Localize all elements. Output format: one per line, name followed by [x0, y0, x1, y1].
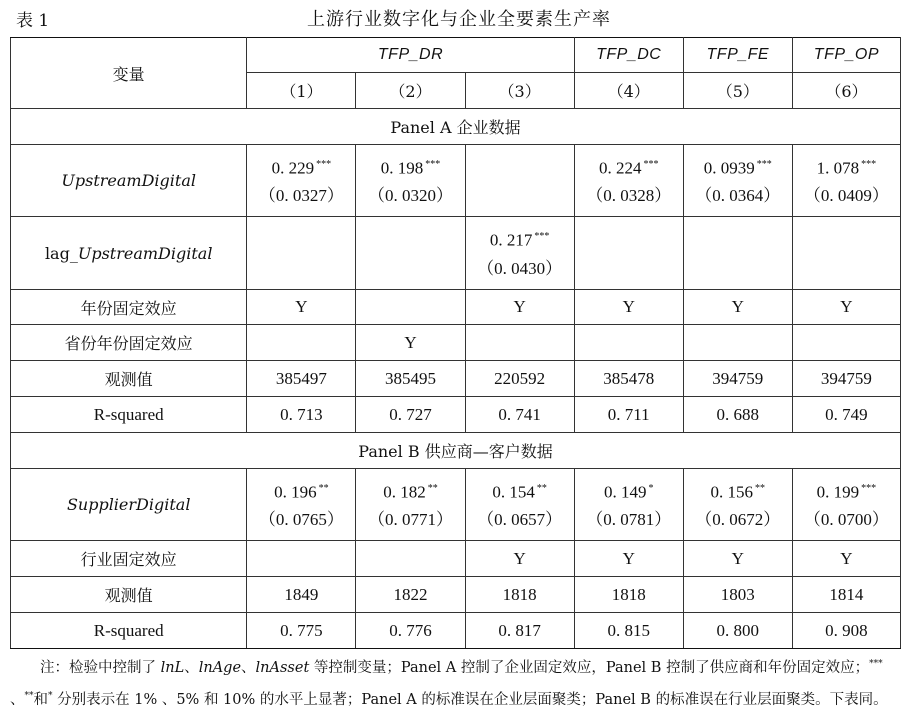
notes-var-lnl: lnL — [160, 659, 185, 676]
r2-cell: 0. 741 — [465, 397, 574, 433]
group-header-tfp-dc: TFP_DC — [574, 38, 683, 73]
std-error: （0. 0364） — [695, 186, 781, 206]
notes-text: 注：检验中控制了 — [40, 659, 161, 676]
var-header: 变量 — [11, 38, 247, 109]
coef-value: 0. 182 — [383, 482, 426, 502]
group-header-tfp-fe: TFP_FE — [683, 38, 792, 73]
std-error: （0. 0409） — [803, 186, 889, 206]
row-label: SupplierDigital — [11, 469, 247, 541]
std-error: （0. 0765） — [258, 510, 344, 530]
stars: ** — [755, 482, 766, 494]
coef-cell — [683, 469, 792, 541]
row-label: 年份固定效应 — [11, 290, 247, 325]
fe-cell: Y — [683, 290, 792, 325]
coef-value: 0. 217 — [489, 230, 533, 250]
col-header: （2） — [356, 73, 465, 109]
r2-cell: 0. 817 — [465, 613, 574, 649]
row-label: 观测值 — [11, 577, 247, 613]
col-header: （1） — [247, 73, 356, 109]
notes-text: 、 — [241, 659, 256, 676]
obs-cell: 385495 — [356, 361, 465, 397]
coef-value: 0. 156 — [710, 482, 754, 502]
row-r-squared-b — [11, 613, 901, 649]
coef-cell — [356, 145, 465, 217]
obs-cell: 1818 — [465, 577, 574, 613]
coef-cell — [792, 145, 900, 217]
stars: *** — [316, 158, 332, 170]
row-r-squared-a — [11, 397, 901, 433]
obs-cell: 1849 — [247, 577, 356, 613]
r2-cell: 0. 688 — [683, 397, 792, 433]
fe-cell: Y — [574, 541, 683, 577]
notes-text: 、 — [184, 659, 199, 676]
coef-cell — [574, 145, 683, 217]
fe-cell — [247, 325, 356, 361]
fe-cell — [683, 325, 792, 361]
header-row-groups — [11, 38, 901, 73]
coef-cell — [356, 469, 465, 541]
coef-value: 0. 229 — [271, 158, 315, 178]
table-number: 表 1 — [16, 11, 50, 31]
obs-cell: 394759 — [792, 361, 900, 397]
row-label: UpstreamDigital — [11, 145, 247, 217]
notes-var-lnage: lnAge — [198, 659, 242, 676]
coef-value: 1. 078 — [816, 158, 860, 178]
row-label: R-squared — [11, 613, 247, 649]
obs-cell: 1814 — [792, 577, 900, 613]
panel-a-title-row — [11, 109, 901, 145]
coef-cell — [247, 145, 356, 217]
coef-value: 0. 224 — [598, 158, 642, 178]
coef-cell — [465, 469, 574, 541]
coef-value: 0. 154 — [492, 482, 535, 502]
notes-stars: *** — [869, 659, 883, 669]
std-error: （0. 0781） — [586, 510, 672, 530]
obs-cell: 220592 — [465, 361, 574, 397]
std-error: （0. 0327） — [258, 186, 344, 206]
fe-cell: Y — [683, 541, 792, 577]
table-title: 上游行业数字化与企业全要素生产率 — [307, 9, 611, 30]
notes-stars: * — [48, 690, 53, 701]
group-header-tfp-op: TFP_OP — [792, 38, 900, 73]
coef-cell — [247, 469, 356, 541]
stars: ** — [427, 482, 438, 494]
coef-cell-empty — [465, 145, 574, 217]
obs-cell: 385478 — [574, 361, 683, 397]
coef-cell — [465, 217, 574, 290]
fe-cell: Y — [465, 541, 574, 577]
row-observations-a — [11, 361, 901, 397]
notes-var-lnasset: lnAsset — [255, 659, 310, 676]
row-label — [11, 217, 247, 290]
r2-cell: 0. 727 — [356, 397, 465, 433]
fe-cell: Y — [465, 290, 574, 325]
coef-value: 0. 198 — [380, 158, 424, 178]
r2-cell: 0. 815 — [574, 613, 683, 649]
r2-cell: 0. 775 — [247, 613, 356, 649]
coef-value: 0. 0939 — [703, 158, 755, 178]
row-province-year-fe — [11, 325, 901, 361]
coef-cell — [683, 145, 792, 217]
row-label: R-squared — [11, 397, 247, 433]
r2-cell: 0. 711 — [574, 397, 683, 433]
coef-cell-empty — [574, 217, 683, 290]
r2-cell: 0. 800 — [683, 613, 792, 649]
coef-cell — [792, 469, 900, 541]
fe-cell — [247, 541, 356, 577]
coef-value: 0. 196 — [274, 482, 317, 502]
stars: *** — [861, 482, 877, 494]
std-error: （0. 0430） — [477, 258, 563, 278]
fe-cell: Y — [574, 290, 683, 325]
col-header: （3） — [465, 73, 574, 109]
notes-text: 和 — [33, 691, 48, 708]
stars: *** — [534, 231, 550, 243]
r2-cell: 0. 713 — [247, 397, 356, 433]
row-label: 行业固定效应 — [11, 541, 247, 577]
std-error: （0. 0320） — [368, 186, 454, 206]
obs-cell: 1818 — [574, 577, 683, 613]
coef-cell — [574, 469, 683, 541]
col-header: （4） — [574, 73, 683, 109]
row-label-prefix: lag_ — [44, 243, 78, 263]
panel-a-title: Panel A 企业数据 — [11, 109, 901, 145]
stars: *** — [756, 158, 772, 170]
notes-stars: ** — [24, 690, 34, 701]
title-row — [0, 0, 918, 36]
panel-b-title-row — [11, 433, 901, 469]
fe-cell — [574, 325, 683, 361]
notes-text: 等控制变量；Panel A 控制了企业固定效应，Panel B 控制了供应商和年份固定效应； — [309, 659, 870, 676]
row-label: 省份年份固定效应 — [11, 325, 247, 361]
r2-cell: 0. 749 — [792, 397, 900, 433]
panel-b-title: Panel B 供应商—客户数据 — [11, 433, 901, 469]
fe-cell — [792, 325, 900, 361]
notes-text: 分别表示在 1% 、5% 和 10% 的水平上显著；Panel A 的标准误在企业层面聚类；Panel B 的标准误在行业层面聚类。下表同。 — [52, 691, 888, 708]
stars: *** — [643, 158, 659, 170]
notes-text: 、 — [10, 691, 25, 708]
fe-cell: Y — [247, 290, 356, 325]
coef-value: 0. 199 — [816, 482, 860, 502]
table-notes — [10, 650, 901, 714]
coef-cell-empty — [356, 217, 465, 290]
std-error: （0. 0657） — [477, 510, 563, 530]
coef-value: 0. 149 — [603, 482, 647, 502]
std-error: （0. 0700） — [803, 510, 889, 530]
stars: *** — [425, 158, 441, 170]
stars: ** — [318, 482, 329, 494]
coef-cell-empty — [792, 217, 900, 290]
stars: *** — [861, 158, 877, 170]
col-header: （5） — [683, 73, 792, 109]
fe-cell — [356, 290, 465, 325]
stars: * — [648, 482, 654, 494]
row-observations-b — [11, 577, 901, 613]
row-year-fe — [11, 290, 901, 325]
coef-cell-empty — [247, 217, 356, 290]
regression-table — [10, 37, 901, 649]
stars: ** — [536, 482, 547, 494]
row-lag-upstream-digital — [11, 217, 901, 290]
coef-cell-empty — [683, 217, 792, 290]
std-error: （0. 0672） — [695, 510, 781, 530]
group-header-tfp-dr: TFP_DR — [247, 38, 574, 73]
row-label: 观测值 — [11, 361, 247, 397]
col-header: （6） — [792, 73, 900, 109]
fe-cell — [356, 541, 465, 577]
fe-cell — [465, 325, 574, 361]
fe-cell: Y — [356, 325, 465, 361]
r2-cell: 0. 908 — [792, 613, 900, 649]
row-label-italic: UpstreamDigital — [77, 243, 213, 263]
row-upstream-digital — [11, 145, 901, 217]
fe-cell: Y — [792, 541, 900, 577]
r2-cell: 0. 776 — [356, 613, 465, 649]
fe-cell: Y — [792, 290, 900, 325]
obs-cell: 385497 — [247, 361, 356, 397]
obs-cell: 1803 — [683, 577, 792, 613]
row-supplier-digital — [11, 469, 901, 541]
row-industry-fe — [11, 541, 901, 577]
std-error: （0. 0771） — [368, 510, 454, 530]
std-error: （0. 0328） — [586, 186, 672, 206]
obs-cell: 1822 — [356, 577, 465, 613]
obs-cell: 394759 — [683, 361, 792, 397]
